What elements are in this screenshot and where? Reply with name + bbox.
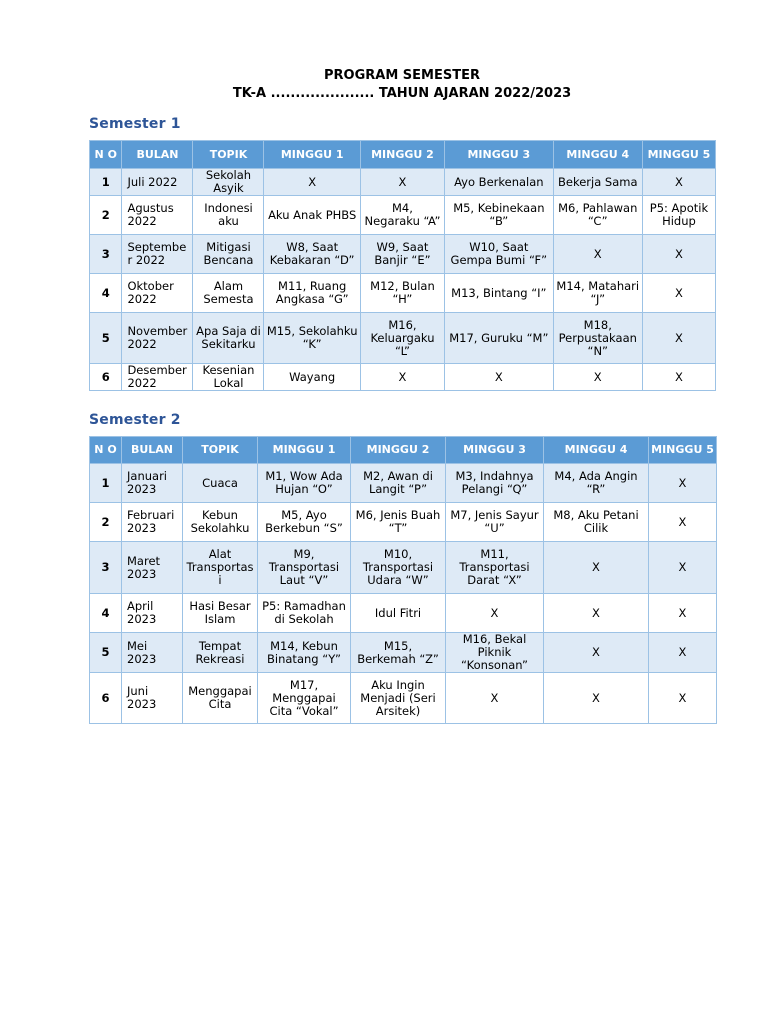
table-cell: 4 [90, 274, 122, 313]
table-cell: 5 [90, 633, 122, 673]
table-cell: Agustus 2022 [122, 196, 193, 235]
table-cell: Sekolah Asyik [193, 169, 264, 196]
table-cell: P5: Apotik Hidup [642, 196, 715, 235]
table-cell: Ayo Berkenalan [445, 169, 554, 196]
table-cell: M16, Bekal Piknik “Konsonan” [446, 633, 544, 673]
table-cell: X [649, 542, 717, 594]
table-cell: M9, Transportasi Laut “V” [258, 542, 351, 594]
column-header: BULAN [122, 141, 193, 169]
table-cell: X [642, 235, 715, 274]
table-row [90, 633, 717, 673]
table-cell: M11, Transportasi Darat “X” [446, 542, 544, 594]
table-cell: 2 [90, 503, 122, 542]
semester-1-heading: Semester 1 [89, 116, 181, 132]
table-cell: X [544, 633, 649, 673]
column-header: BULAN [122, 437, 183, 464]
table-cell: X [264, 169, 360, 196]
table-cell: 1 [90, 464, 122, 503]
column-header: MINGGU 1 [258, 437, 351, 464]
table-cell: M4, Negaraku “A” [360, 196, 444, 235]
table-cell: Wayang [264, 364, 360, 391]
table-cell: M3, Indahnya Pelangi “Q” [446, 464, 544, 503]
column-header: MINGGU 4 [553, 141, 642, 169]
table-cell: X [649, 673, 717, 724]
table-cell: X [649, 633, 717, 673]
table-cell: M18, Perpustakaan “N” [553, 313, 642, 364]
table-row [90, 313, 716, 364]
table-cell: X [446, 594, 544, 633]
table-cell: M6, Jenis Buah “T” [351, 503, 446, 542]
table-cell: Aku Ingin Menjadi (Seri Arsitek) [351, 673, 446, 724]
table-cell: X [649, 464, 717, 503]
table-cell: 1 [90, 169, 122, 196]
table-cell: M5, Kebinekaan “B” [445, 196, 554, 235]
table-cell: 2 [90, 196, 122, 235]
semester-1-table [89, 140, 716, 391]
table-cell: X [642, 169, 715, 196]
table-cell: W8, Saat Kebakaran “D” [264, 235, 360, 274]
table-cell: Aku Anak PHBS [264, 196, 360, 235]
table-cell: M6, Pahlawan “C” [553, 196, 642, 235]
table-cell: W9, Saat Banjir “E” [360, 235, 444, 274]
column-header: MINGGU 3 [445, 141, 554, 169]
table-cell: X [544, 594, 649, 633]
table-cell: X [649, 594, 717, 633]
table-cell: Maret 2023 [122, 542, 183, 594]
column-header: N O [90, 141, 122, 169]
column-header: MINGGU 2 [351, 437, 446, 464]
table-cell: M17, Menggapai Cita “Vokal” [258, 673, 351, 724]
table-row [90, 503, 717, 542]
table-cell: Februari 2023 [122, 503, 183, 542]
table-cell: 6 [90, 364, 122, 391]
table-cell: Cuaca [183, 464, 258, 503]
table-cell: Apa Saja di Sekitarku [193, 313, 264, 364]
table-cell: X [360, 364, 444, 391]
semester-2-table [89, 436, 717, 724]
table-cell: Desember 2022 [122, 364, 193, 391]
table-header-row [90, 437, 717, 464]
table-row [90, 364, 716, 391]
column-header: MINGGU 3 [446, 437, 544, 464]
table-cell: September 2022 [122, 235, 193, 274]
table-cell: X [642, 274, 715, 313]
table-cell: 6 [90, 673, 122, 724]
table-cell: M16, Keluargaku “L” [360, 313, 444, 364]
table-cell: Hasi Besar Islam [183, 594, 258, 633]
table-cell: Januari 2023 [122, 464, 183, 503]
table-cell: Juli 2022 [122, 169, 193, 196]
table-row [90, 673, 717, 724]
table-cell: 5 [90, 313, 122, 364]
table-cell: Indonesi aku [193, 196, 264, 235]
column-header: MINGGU 5 [649, 437, 717, 464]
table-cell: Mitigasi Bencana [193, 235, 264, 274]
table-cell: Juni 2023 [122, 673, 183, 724]
column-header: N O [90, 437, 122, 464]
table-row [90, 464, 717, 503]
table-cell: M15, Sekolahku “K” [264, 313, 360, 364]
table-cell: Bekerja Sama [553, 169, 642, 196]
table-cell: M8, Aku Petani Cilik [544, 503, 649, 542]
table-cell: Tempat Rekreasi [183, 633, 258, 673]
table-row [90, 594, 717, 633]
page-title: PROGRAM SEMESTER [324, 68, 480, 83]
column-header: TOPIK [193, 141, 264, 169]
table-cell: M7, Jenis Sayur “U” [446, 503, 544, 542]
table-cell: April 2023 [122, 594, 183, 633]
table-cell: Oktober 2022 [122, 274, 193, 313]
table-row [90, 196, 716, 235]
table-cell: Menggapai Cita [183, 673, 258, 724]
table-cell: Idul Fitri [351, 594, 446, 633]
page-subtitle: TK-A ..................... TAHUN AJARAN 2022/2023 [232, 86, 572, 101]
table-row [90, 169, 716, 196]
table-cell: Kesenian Lokal [193, 364, 264, 391]
table-cell: M2, Awan di Langit “P” [351, 464, 446, 503]
table-cell: M14, Kebun Binatang “Y” [258, 633, 351, 673]
table-cell: M17, Guruku “M” [445, 313, 554, 364]
table-cell: M14, Matahari “J” [553, 274, 642, 313]
table-cell: X [544, 542, 649, 594]
table-cell: X [553, 235, 642, 274]
table-row [90, 274, 716, 313]
table-cell: M12, Bulan “H” [360, 274, 444, 313]
table-cell: P5: Ramadhan di Sekolah [258, 594, 351, 633]
semester-2-heading: Semester 2 [89, 412, 181, 428]
table-cell: X [553, 364, 642, 391]
table-cell: Alam Semesta [193, 274, 264, 313]
column-header: TOPIK [183, 437, 258, 464]
column-header: MINGGU 2 [360, 141, 444, 169]
table-cell: M5, Ayo Berkebun “S” [258, 503, 351, 542]
table-cell: M10, Transportasi Udara “W” [351, 542, 446, 594]
table-cell: November 2022 [122, 313, 193, 364]
table-cell: 4 [90, 594, 122, 633]
table-cell: Alat Transportasi [183, 542, 258, 594]
column-header: MINGGU 1 [264, 141, 360, 169]
table-cell: X [360, 169, 444, 196]
table-cell: W10, Saat Gempa Bumi “F” [445, 235, 554, 274]
table-cell: M4, Ada Angin “R” [544, 464, 649, 503]
table-cell: M11, Ruang Angkasa “G” [264, 274, 360, 313]
table-header-row [90, 141, 716, 169]
table-cell: 3 [90, 542, 122, 594]
table-cell: X [446, 673, 544, 724]
table-cell: Mei 2023 [122, 633, 183, 673]
table-cell: X [544, 673, 649, 724]
table-cell: 3 [90, 235, 122, 274]
table-cell: M13, Bintang “I” [445, 274, 554, 313]
table-cell: X [642, 313, 715, 364]
table-cell: X [649, 503, 717, 542]
table-cell: X [642, 364, 715, 391]
table-row [90, 542, 717, 594]
column-header: MINGGU 5 [642, 141, 715, 169]
table-cell: M15, Berkemah “Z” [351, 633, 446, 673]
column-header: MINGGU 4 [544, 437, 649, 464]
table-cell: M1, Wow Ada Hujan “O” [258, 464, 351, 503]
table-cell: X [445, 364, 554, 391]
table-row [90, 235, 716, 274]
table-cell: Kebun Sekolahku [183, 503, 258, 542]
